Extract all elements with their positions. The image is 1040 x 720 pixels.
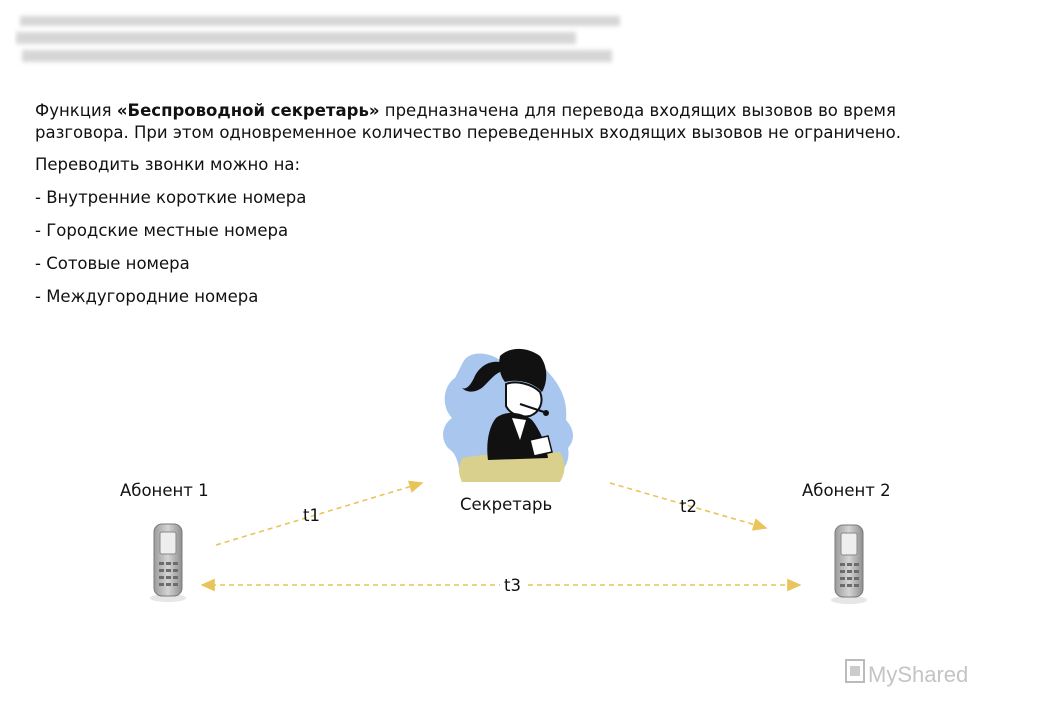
list-item-mobile: - Сотовые номера	[35, 254, 190, 273]
list-item-city: - Городские местные номера	[35, 221, 289, 240]
list-item-longdistance: - Междугородние номера	[35, 287, 259, 306]
phone-icon-subscriber1	[150, 524, 186, 602]
watermark-text: MyShared	[868, 662, 969, 687]
label-t1: t1	[303, 506, 320, 525]
list-title: Переводить звонки можно на:	[35, 155, 301, 174]
label-t3: t3	[504, 576, 521, 595]
intro-prefix: Функция	[35, 101, 117, 120]
intro-suffix: предназначена для перевода входящих вызовов во время разговора. При этом одновременное количество переведенных входящих вызовов не ограничено.	[35, 101, 901, 142]
list-item-internal: - Внутренние короткие номера	[35, 188, 307, 207]
label-t2: t2	[680, 497, 697, 516]
label-subscriber2: Абонент 2	[802, 481, 891, 500]
label-subscriber1: Абонент 1	[120, 481, 209, 500]
secretary-illustration	[443, 349, 573, 482]
phone-icon-subscriber2	[831, 525, 867, 604]
label-secretary: Секретарь	[460, 495, 553, 514]
watermark-logo	[842, 640, 1022, 700]
paper-shape	[530, 436, 552, 456]
function-name: «Беспроводной секретарь»	[116, 101, 380, 120]
